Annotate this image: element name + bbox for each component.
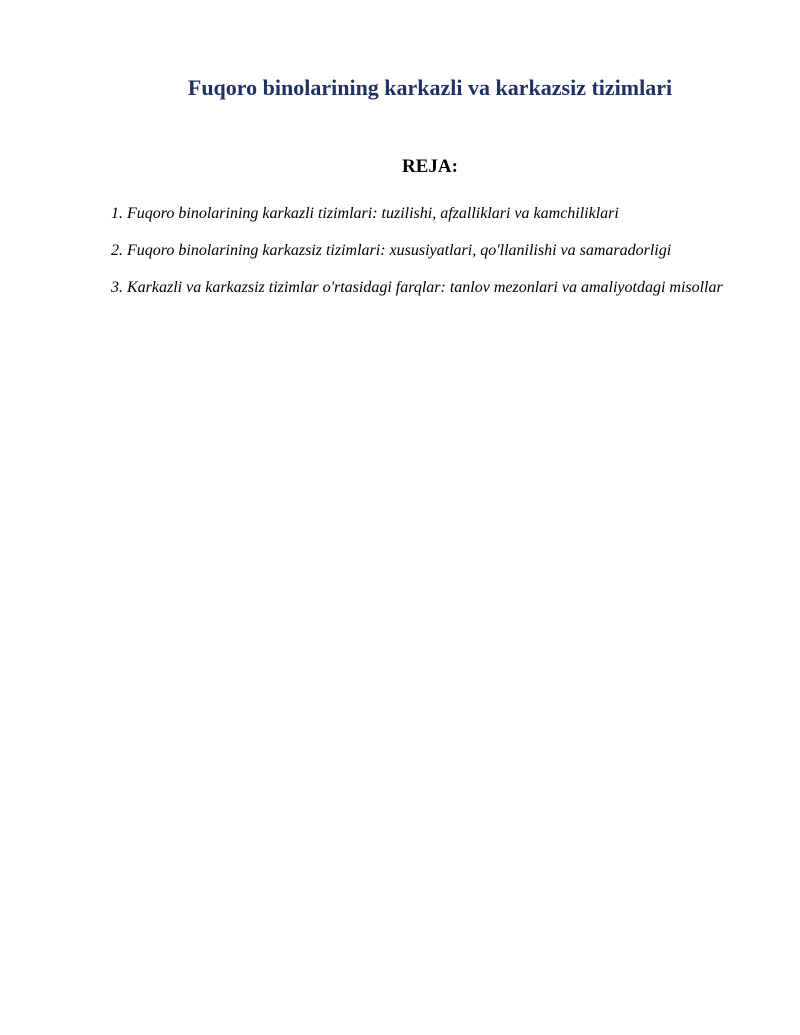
plan-item-2: 2. Fuqoro binolarining karkazsiz tizimlari: xususiyatlari, qo'llanilishi va samaradorligi	[111, 242, 672, 259]
plan-list	[111, 198, 743, 309]
plan-item-1: 1. Fuqoro binolarining karkazli tizimlari: tuzilishi, afzalliklari va kamchiliklari	[111, 205, 619, 222]
plan-item-3: 3. Karkazli va karkazsiz tizimlar o'rtasidagi farqlar: tanlov mezonlari va amaliyotdagi misollar	[111, 279, 723, 296]
document-title: Fuqoro binolarining karkazli va karkazsiz tizimlari	[187, 75, 673, 100]
plan-heading: REJA:	[402, 156, 458, 177]
